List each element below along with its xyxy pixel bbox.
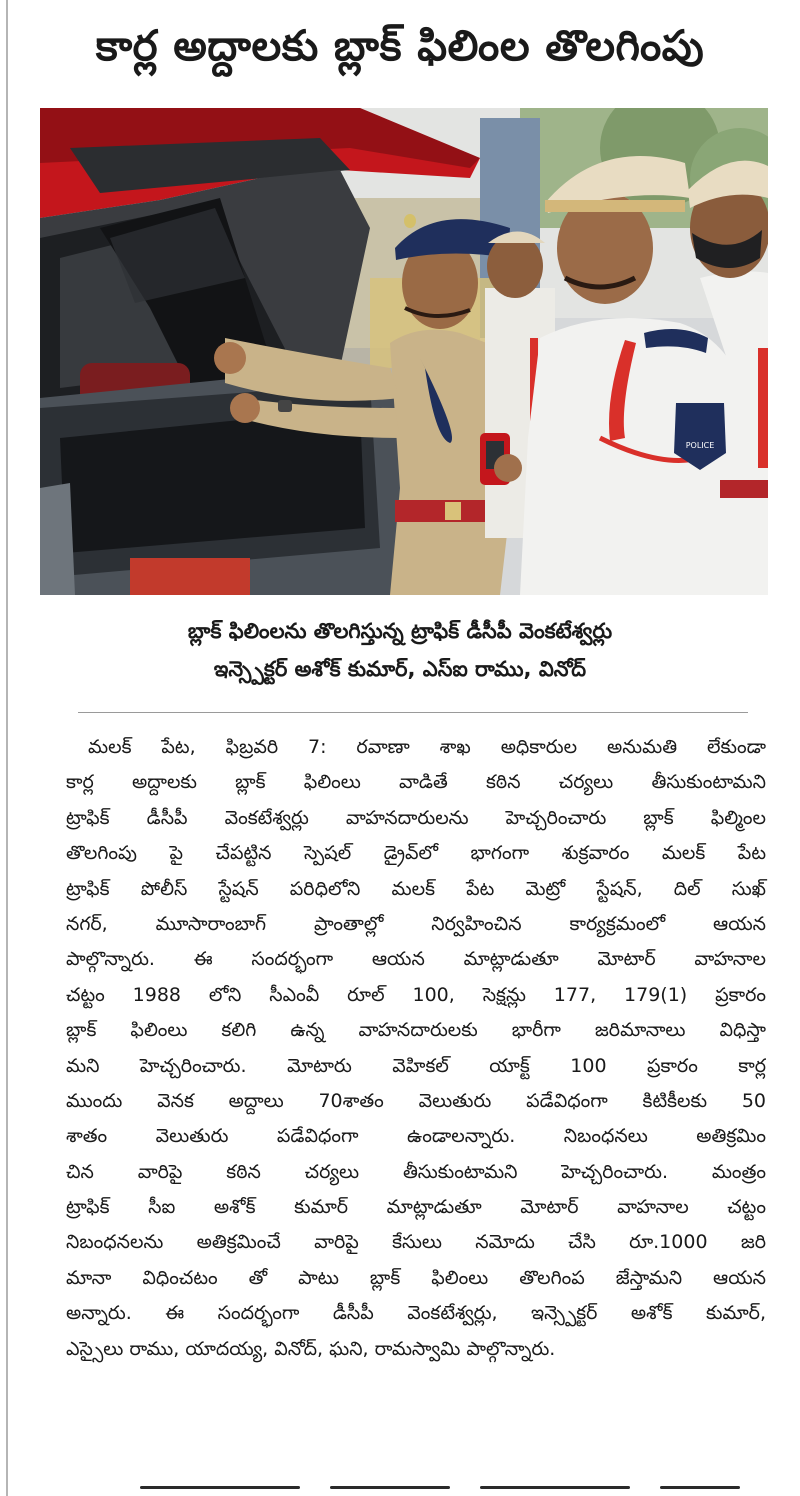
next-line-fragment [60,1478,780,1496]
article-line: మానా విధించటం తో పాటు బ్లాక్ ఫిలింలు తొలగింప జేస్తామని ఆయన [66,1266,766,1289]
article-line: ట్రాఫిక్ పోలీస్ స్టేషన్ పరిధిలోని మలక్ పేట మెట్రో స్టేషన్, దిల్ సుఖ్ [66,877,766,900]
article-line: తొలగింపు పై చేపట్టిన స్పెషల్ డ్రైవ్‌లో భాగంగా శుక్రవారం మలక్ పేట [66,842,766,865]
article-line: నగర్, మూసారాంబాగ్ ప్రాంతాల్లో నిర్వహించిన కార్యక్రమంలో ఆయన [66,912,766,935]
article-line: చట్టం 1988 లోని సీఎంవీ రూల్ 100, సెక్షన్లు 177, 179(1) ప్రకారం [66,983,766,1006]
news-photo [40,108,768,595]
column-rule [6,0,8,1496]
section-divider [78,712,748,713]
article-line: నిబంధనలను అతిక్రమించే వారిపై కేసులు నమోదు చేసి రూ.1000 జరి [66,1231,766,1254]
article-line: పాల్గొన్నారు. ఈ సందర్భంగా ఆయన మాట్లాడుతూ మోటార్ వాహనాల [66,948,766,971]
headline: కార్ల అద్దాలకు బ్లాక్ ఫిలింల తొలగింపు [95,21,705,70]
article-line: మలక్ పేట, ఫిబ్రవరి 7: రవాణా శాఖ అధికారుల అనుమతి లేకుండా [88,736,766,758]
photo-caption [20,612,780,688]
article-line: ట్రాఫిక్ డీసీపీ వెంకటేశ్వర్లు వాహనదారులను హెచ్చరించారు బ్లాక్ ఫిల్మింల [66,806,766,829]
article-line: ఎస్సైలు రాము, యాదయ్య, వినోద్, ఘని, రామస్వామి పాల్గొన్నారు. [66,1337,556,1360]
badge-text: POLICE [685,441,715,450]
article-body [66,730,766,1367]
article-line: చిన వారిపై కఠిన చర్యలు తీసుకుంటామని హెచ్చరించారు. మంత్రం [66,1160,766,1183]
article-line: కార్ల అద్దాలకు బ్లాక్ ఫిలింలు వాడితే కఠిన చర్యలు తీసుకుంటామని [66,771,766,794]
article-line: బ్లాక్ ఫిలింలు కలిగి ఉన్న వాహనదారులకు భారీగా జరిమానాలు విధిస్తా [66,1019,766,1042]
article-line: ముందు వెనక అద్దాలు 70శాతం వెలుతురు పడేవిధంగా కిటికీలకు 50 [66,1089,766,1112]
article-line: ట్రాఫిక్ సీఐ అశోక్ కుమార్ మాట్లాడుతూ మోటార్ వాహనాల చట్టం [66,1196,766,1219]
article-line: శాతం వెలుతురు పడేవిధంగా ఉండాలన్నారు. నిబంధనలు అతిక్రమిం [66,1125,766,1148]
caption-line-2: ఇన్స్పెక్టర్ అశోక్ కుమార్, ఎస్ఐ రాము, వినోద్ [213,657,587,681]
news-photo-illustration [40,108,768,595]
article-line: మని హెచ్చరించారు. మోటారు వెహికల్ యాక్ట్ 100 ప్రకారం కార్ల [66,1054,766,1077]
caption-line-1: బ్లాక్ ఫిలింలను తొలగిస్తున్న ట్రాఫిక్ డీసీపీ వెంకటేశ్వర్లు [187,619,613,643]
article-line: అన్నారు. ఈ సందర్భంగా డీసీపీ వెంకటేశ్వర్లు, ఇన్స్పెక్టర్ అశోక్ కుమార్, [66,1302,766,1325]
